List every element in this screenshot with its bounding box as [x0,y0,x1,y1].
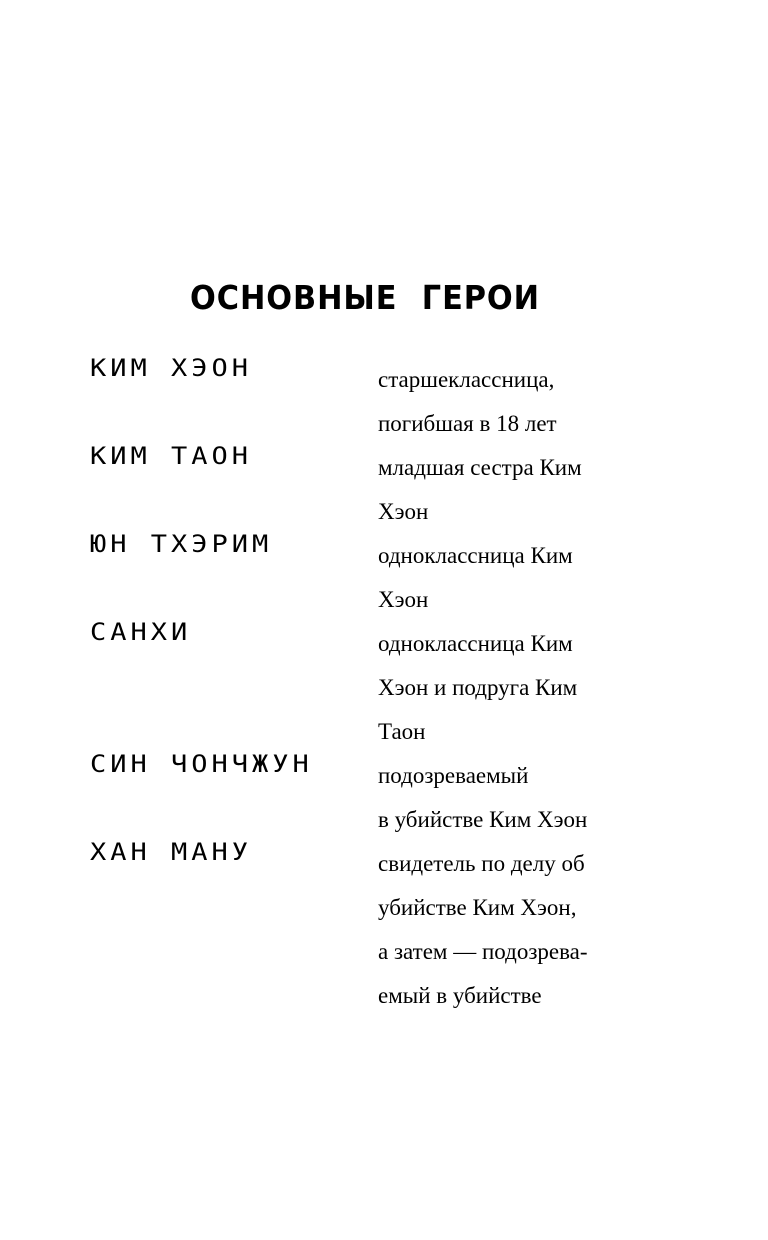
character-description [378,358,668,446]
character-name: САНХИ [90,618,192,647]
description-line: а затем — подозрева- [378,939,588,964]
character-description [378,622,668,754]
character-name: КИМ ХЭОН [90,354,253,383]
description-line: убийстве Ким Хэон, [378,895,577,920]
page-title: ОСНОВНЫЕ ГЕРОИ [190,278,540,317]
description-line: емый в убийстве [378,983,542,1008]
character-description [378,534,668,622]
character-name: СИН ЧОНЧЖУН [90,750,313,779]
description-line: Таон [378,719,426,744]
description-line: младшая сестра Ким [378,455,582,480]
character-name: ЮН ТХЭРИМ [90,530,273,559]
character-name: КИМ ТАОН [90,442,253,471]
description-line: Хэон и подруга Ким [378,675,578,700]
description-line: погибшая в 18 лет [378,411,557,436]
description-line: Хэон [378,499,429,524]
description-line: подозреваемый [378,763,529,788]
description-line: одноклассница Ким [378,543,573,568]
description-line: одноклассница Ким [378,631,573,656]
character-description [378,842,668,1018]
character-name: ХАН МАНУ [90,838,253,867]
description-line: в убийстве Ким Хэон [378,807,588,832]
character-description [378,754,668,842]
description-line: Хэон [378,587,429,612]
description-line: свидетель по делу об [378,851,585,876]
description-line: старшеклассница, [378,367,555,392]
character-description [378,446,668,534]
